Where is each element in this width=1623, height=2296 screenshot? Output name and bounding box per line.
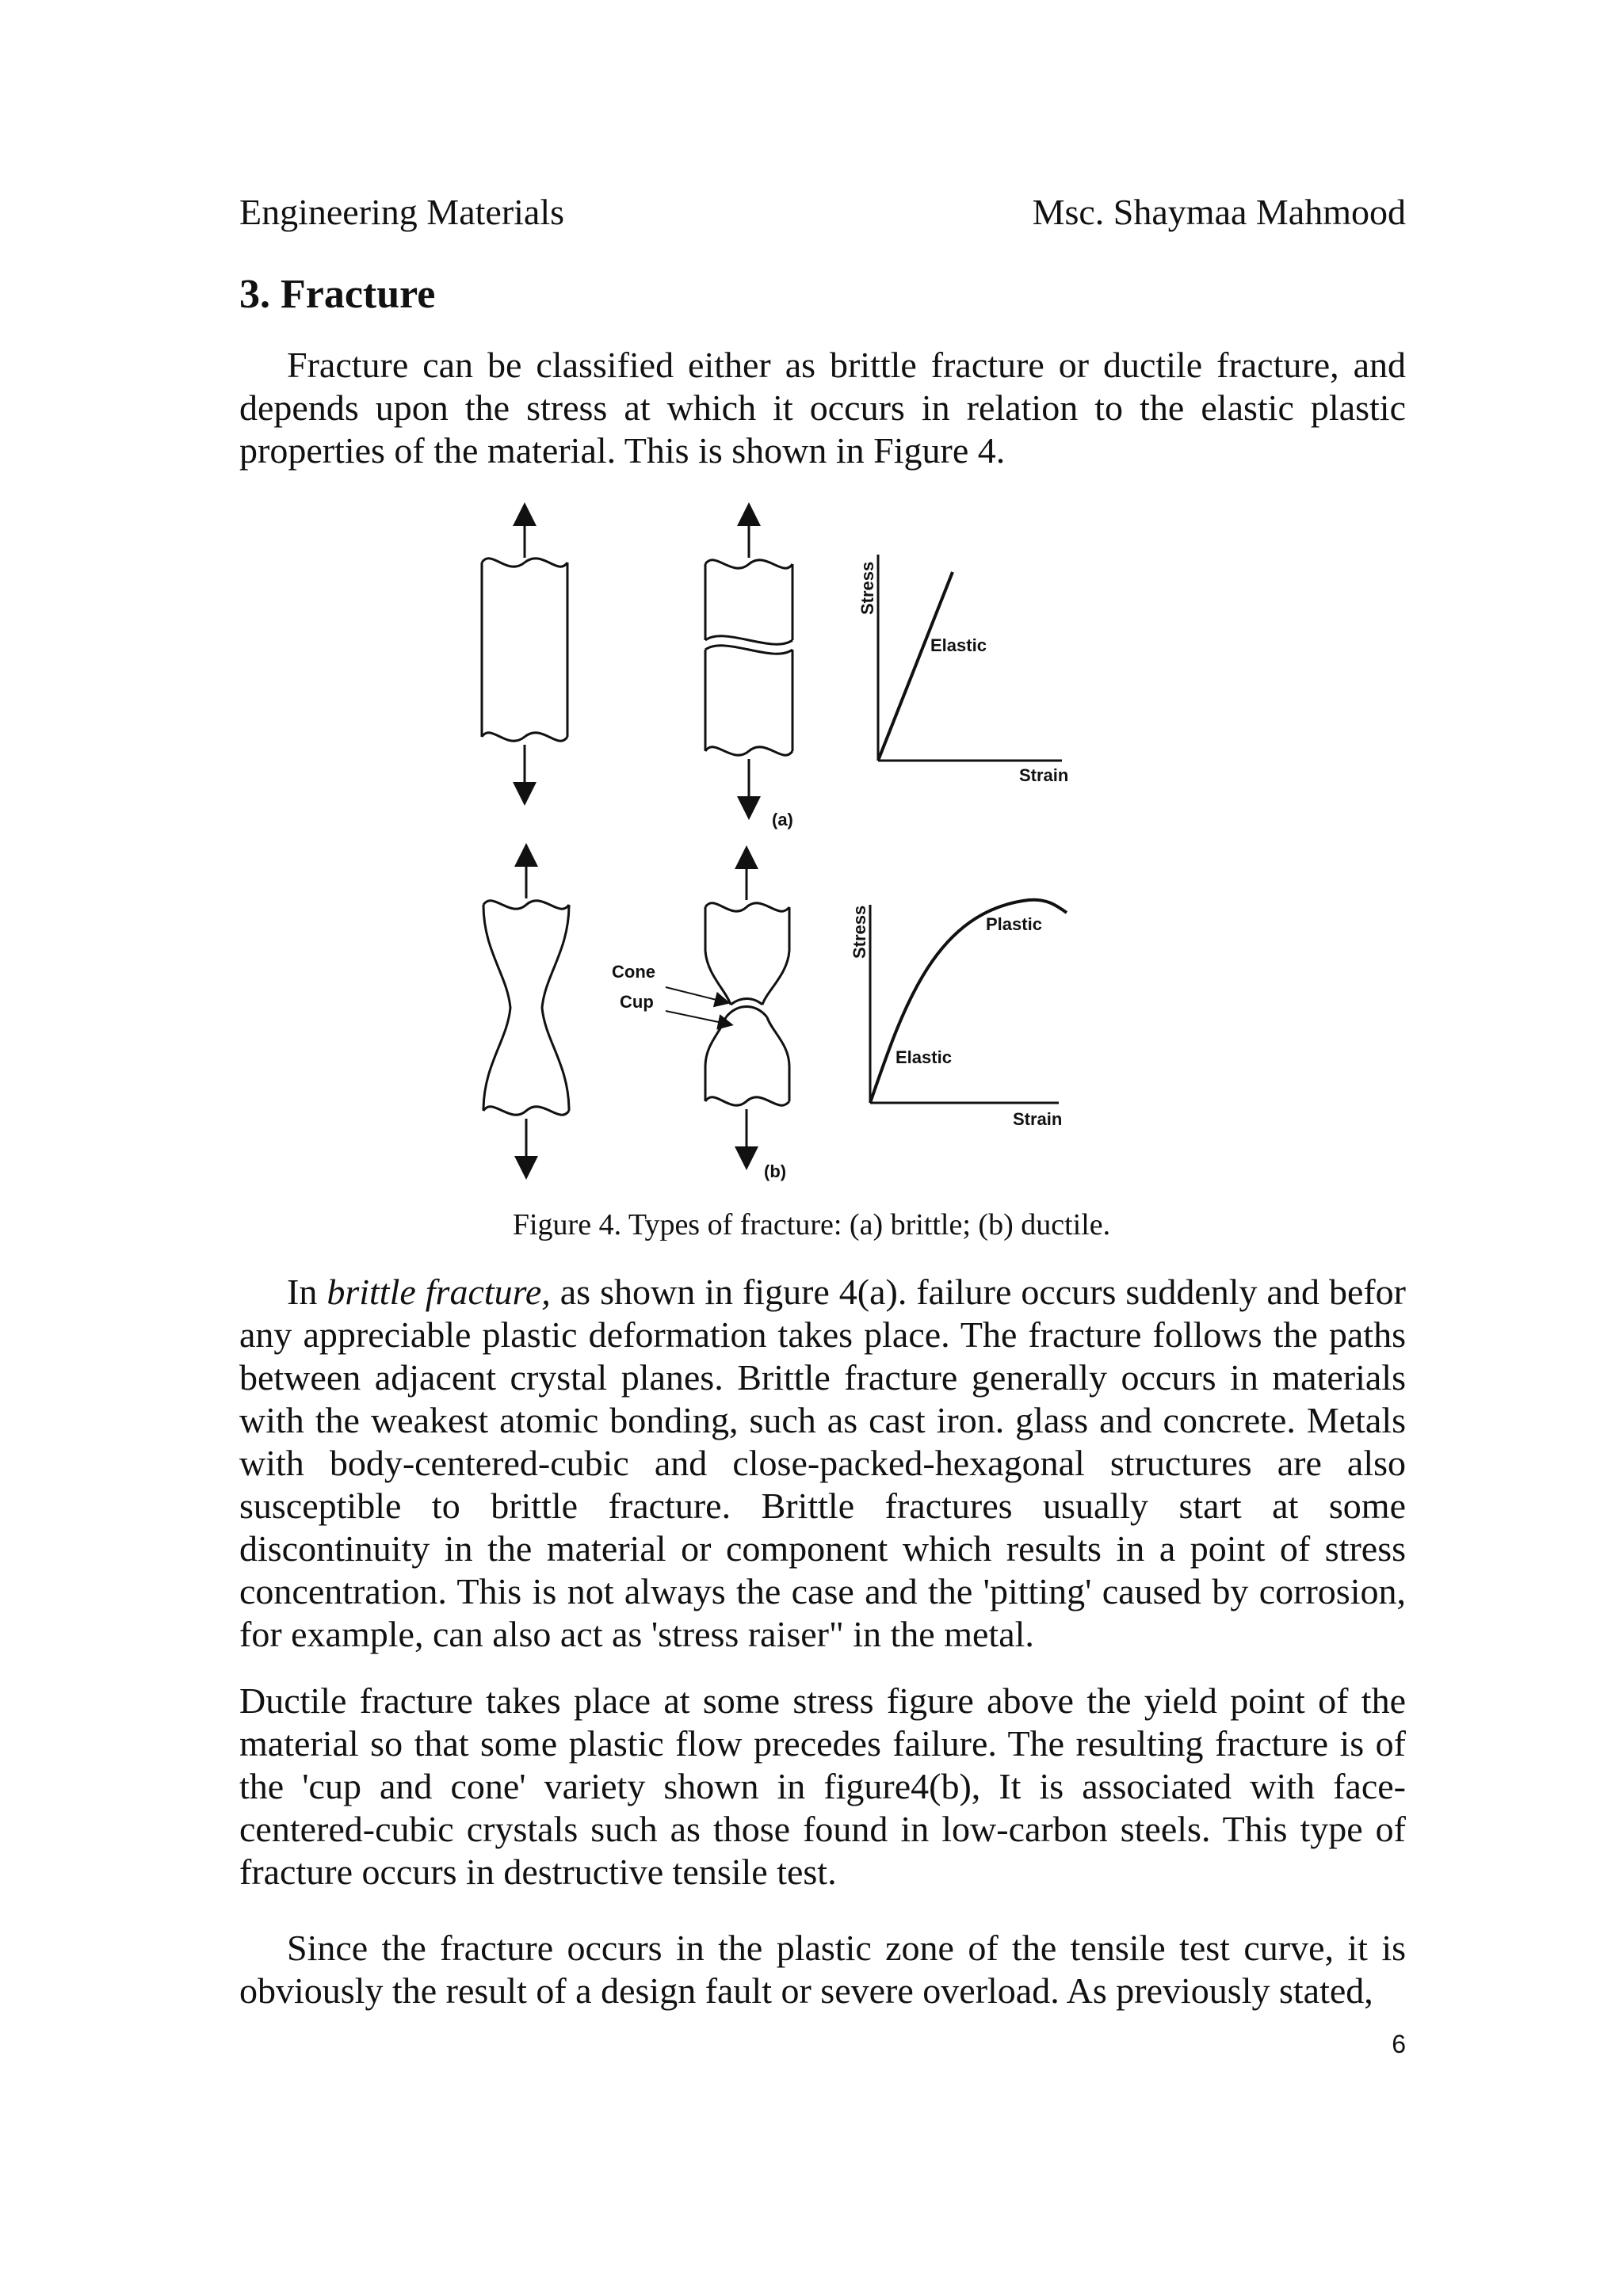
panel-a-label: (a) [772, 810, 793, 830]
graph-a-xlabel: Strain [1019, 765, 1069, 785]
brittle-paragraph [239, 1271, 1406, 1656]
brittle-term: brittle fracture, [327, 1272, 551, 1312]
cone-label: Cone [612, 962, 655, 982]
page-number: 6 [1392, 2030, 1406, 2058]
section-title: 3. Fracture [239, 272, 436, 317]
header-course-title: Engineering Materials [239, 192, 565, 232]
intro-paragraph: Fracture can be classified either as brittle fracture or ductile fracture, and depends upon the stress at which it occurs in relation to the elastic plastic properties of the material. This is shown in Figure 4. [239, 345, 1406, 471]
ductile-paragraph: Ductile fracture takes place at some stress figure above the yield point of the material so that some plastic flow precedes failure. The resulting fracture is of the 'cup and cone' variety shown in figure4(b), It is associated with face-centered-cubic crystals such as those found in low-carbon steels. This type of fracture occurs in destructive tensile test. [239, 1680, 1406, 1892]
fracture-figure [428, 499, 1125, 1196]
graph-b-plastic-label: Plastic [986, 914, 1042, 934]
fracture-diagram [428, 499, 1125, 1196]
brittle-text: as shown in figure 4(a). failure occurs suddenly and befor any appreciable plastic deformation takes place. The fracture follows the paths between adjacent crystal planes. Brittle fracture generally occurs in materials with the weakest atomic bonding, such as cast iron. glass and concrete. Metals with body-centered-cubic and close-packed-hexagonal structures are also susceptible to brittle fracture. Brittle fractures usually start at some discontinuity in the material or component which results in a point of stress concentration. This is not always the case and the 'pitting' caused by corrosion, for example, can also act as 'stress raiser" in the metal. [239, 1272, 1407, 1654]
brittle-stress-strain-graph [878, 555, 1062, 761]
brittle-prefix: In [287, 1272, 327, 1312]
ductile-specimen-necked [483, 855, 569, 1168]
graph-b-xlabel: Strain [1013, 1109, 1063, 1129]
graph-b-elastic-label: Elastic [896, 1047, 952, 1067]
graph-a-ylabel: Stress [857, 561, 877, 615]
header-author: Msc. Shaymaa Mahmood [1032, 192, 1406, 232]
ductile-specimen-cup-cone [666, 857, 789, 1158]
brittle-specimen-fractured [705, 514, 792, 808]
graph-a-elastic-label: Elastic [930, 635, 987, 655]
since-paragraph: Since the fracture occurs in the plastic zone of the tensile test curve, it is obviously the result of a design fault or severe overload. As previously stated, [239, 1928, 1406, 2011]
figure-caption: Figure 4. Types of fracture: (a) brittle; (b) ductile. [512, 1208, 1111, 1241]
graph-b-ylabel: Stress [850, 905, 869, 959]
brittle-specimen-intact [482, 514, 567, 794]
cup-label: Cup [620, 992, 654, 1012]
panel-b-label: (b) [764, 1161, 787, 1181]
